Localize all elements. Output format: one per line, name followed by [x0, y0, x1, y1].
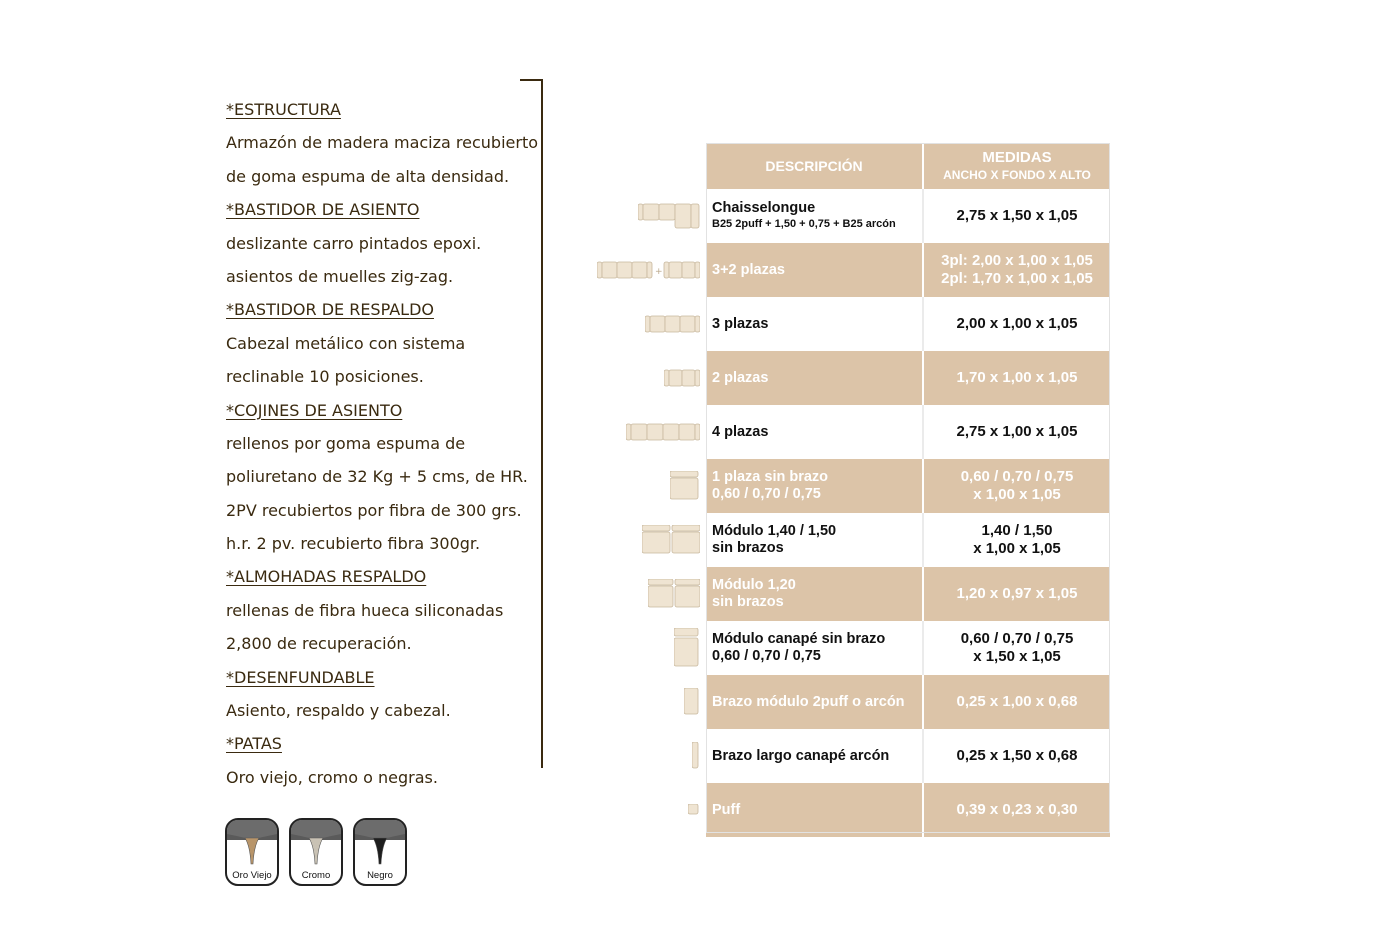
description-cell [706, 513, 924, 567]
measures-text: 0,25 x 1,50 x 0,68 [956, 747, 1078, 764]
spec-line: 2,800 de recuperación. [226, 634, 412, 654]
sofa-icon-row [590, 243, 704, 297]
spec-line: reclinable 10 posiciones. [226, 367, 424, 387]
table-body [706, 189, 1110, 837]
leg-finish-label: Negro [367, 870, 393, 881]
table-row [706, 621, 1110, 675]
description-text: 0,60 / 0,70 / 0,75 [712, 486, 821, 502]
spec-line: de goma espuma de alta densidad. [226, 166, 510, 186]
spec-line: asientos de muelles zig-zag. [226, 266, 454, 286]
divider-tick [520, 79, 543, 81]
canape-module-icon [674, 628, 700, 668]
table-row [706, 405, 1110, 459]
arm-module-icon [684, 688, 700, 716]
table-row [706, 459, 1110, 513]
table-row [706, 729, 1110, 783]
description-text: Puff [712, 801, 741, 818]
description-cell [706, 405, 924, 459]
description-subtext: B25 2puff + 1,50 + 0,75 + B25 arcón [712, 218, 896, 230]
description-cell [706, 459, 924, 513]
measures-cell [924, 783, 1110, 837]
leg-finish-swatch [353, 818, 407, 886]
measures-cell [924, 729, 1110, 783]
table-row [706, 675, 1110, 729]
table-row [706, 243, 1110, 297]
puff-icon [688, 804, 700, 816]
measures-text: 1,40 / 1,50 [981, 522, 1053, 539]
svg-text:+: + [655, 267, 663, 277]
table-row [706, 189, 1110, 243]
spec-heading: *BASTIDOR DE ASIENTO [226, 200, 420, 220]
spec-line: h.r. 2 pv. recubierto fibra 300gr. [226, 534, 481, 554]
description-cell [706, 297, 924, 351]
sofa-icon-row [590, 513, 704, 567]
seat-armless-icon [670, 471, 700, 501]
description-text: sin brazos [712, 540, 784, 556]
table-row [706, 513, 1110, 567]
sofa-icon-row [590, 351, 704, 405]
description-cell [706, 783, 924, 837]
header-description: DESCRIPCIÓN [706, 143, 924, 189]
spec-line: poliuretano de 32 Kg + 5 cms, de HR. [226, 467, 528, 487]
description-text: Módulo 1,20 [712, 577, 796, 593]
sofa-icon-row [590, 405, 704, 459]
chaiselongue-icon [638, 202, 700, 230]
table-row [706, 567, 1110, 621]
header-measures-title: MEDIDAS [982, 149, 1052, 166]
sofa-icon-row [590, 675, 704, 729]
spec-heading: *ESTRUCTURA [226, 100, 341, 119]
measures-text: x 1,50 x 1,05 [973, 648, 1061, 665]
description-cell [706, 675, 924, 729]
spec-heading: *BASTIDOR DE RESPALDO [226, 300, 434, 320]
description-text: 3 plazas [712, 315, 769, 332]
measures-cell [924, 567, 1110, 621]
description-text: 3+2 plazas [712, 261, 785, 278]
description-text: Módulo canapé sin brazo [712, 631, 886, 647]
sofa-icon-row [590, 189, 704, 243]
description-cell [706, 621, 924, 675]
table-row [706, 351, 1110, 405]
leg-finish-swatch [289, 818, 343, 886]
leg-finish-label: Oro Viejo [232, 870, 272, 881]
module-140-icon [642, 525, 700, 555]
description-cell [706, 243, 924, 297]
spec-line: Asiento, respaldo y cabezal. [226, 701, 451, 721]
description-text: Chaisselongue [712, 200, 816, 216]
table-header [706, 143, 1110, 189]
measures-text: 2pl: 1,70 x 1,00 x 1,05 [941, 270, 1093, 287]
measures-text: 1,20 x 0,97 x 1,05 [956, 585, 1078, 602]
sofa-icons-column [590, 189, 704, 837]
measures-text: 0,60 / 0,70 / 0,75 [960, 630, 1074, 647]
sofa-4-icon [626, 422, 700, 442]
spec-line: Oro viejo, cromo o negras. [226, 767, 438, 787]
description-text: 0,60 / 0,70 / 0,75 [712, 648, 821, 664]
long-arm-icon [692, 742, 700, 770]
description-cell [706, 351, 924, 405]
sofa-icon-row [590, 297, 704, 351]
measures-text: 1,70 x 1,00 x 1,05 [956, 369, 1078, 386]
spec-heading: *PATAS [226, 734, 282, 754]
sofa-3-plus-2-icon [597, 260, 700, 280]
measures-text: 0,39 x 0,23 x 0,30 [956, 801, 1078, 818]
sofa-3-icon [645, 314, 700, 334]
measures-cell [924, 513, 1110, 567]
table-row [706, 783, 1110, 837]
description-text: Brazo módulo 2puff o arcón [712, 693, 905, 710]
description-text: 2 plazas [712, 369, 769, 386]
spec-heading: *COJINES DE ASIENTO [226, 400, 403, 420]
spec-line: Armazón de madera maciza recubierto [226, 133, 539, 153]
sofa-icon-row [590, 783, 704, 837]
measures-text: x 1,00 x 1,05 [973, 486, 1061, 503]
measures-text: 0,25 x 1,00 x 0,68 [956, 693, 1078, 710]
divider-line [541, 79, 543, 768]
description-text: Módulo 1,40 / 1,50 [712, 523, 837, 539]
spec-line: deslizante carro pintados epoxi. [226, 233, 482, 253]
spec-line: rellenas de fibra hueca siliconadas [226, 600, 504, 620]
module-120-icon [648, 579, 700, 609]
measures-text: 2,00 x 1,00 x 1,05 [956, 315, 1078, 332]
measures-text: 0,60 / 0,70 / 0,75 [960, 468, 1074, 485]
header-measures-subtitle: ANCHO X FONDO X ALTO [943, 168, 1091, 182]
spec-line: 2PV recubiertos por fibra de 300 grs. [226, 500, 522, 520]
measures-cell [924, 297, 1110, 351]
measures-cell [924, 189, 1110, 243]
spec-line: rellenos por goma espuma de [226, 433, 466, 453]
description-cell [706, 729, 924, 783]
specifications-list [226, 93, 539, 794]
measures-cell [924, 675, 1110, 729]
sofa-icon-row [590, 729, 704, 783]
sofa-icon-row [590, 567, 704, 621]
measures-text: x 1,00 x 1,05 [973, 540, 1061, 557]
description-text: sin brazos [712, 594, 784, 610]
spec-heading: *ALMOHADAS RESPALDO [226, 567, 427, 587]
measures-cell [924, 243, 1110, 297]
measures-cell [924, 459, 1110, 513]
sofa-icon-row [590, 459, 704, 513]
sofa-2-icon [664, 368, 700, 388]
sofa-icon-row [590, 621, 704, 675]
measures-text: 2,75 x 1,50 x 1,05 [956, 207, 1078, 224]
spec-line: Cabezal metálico con sistema [226, 333, 466, 353]
description-text: Brazo largo canapé arcón [712, 747, 890, 764]
spec-heading: *DESENFUNDABLE [226, 667, 375, 687]
description-text: 4 plazas [712, 423, 769, 440]
measures-text: 3pl: 2,00 x 1,00 x 1,05 [941, 252, 1093, 269]
description-cell [706, 189, 924, 243]
leg-finish-swatch [225, 818, 279, 886]
measures-cell [924, 351, 1110, 405]
measures-cell [924, 621, 1110, 675]
description-text: 1 plaza sin brazo [712, 469, 829, 485]
leg-finishes [225, 818, 407, 886]
table-row [706, 297, 1110, 351]
header-measures [924, 143, 1110, 189]
description-cell [706, 567, 924, 621]
leg-finish-label: Cromo [301, 870, 331, 881]
measures-text: 2,75 x 1,00 x 1,05 [956, 423, 1078, 440]
measurements-table [706, 143, 1110, 837]
measures-cell [924, 405, 1110, 459]
